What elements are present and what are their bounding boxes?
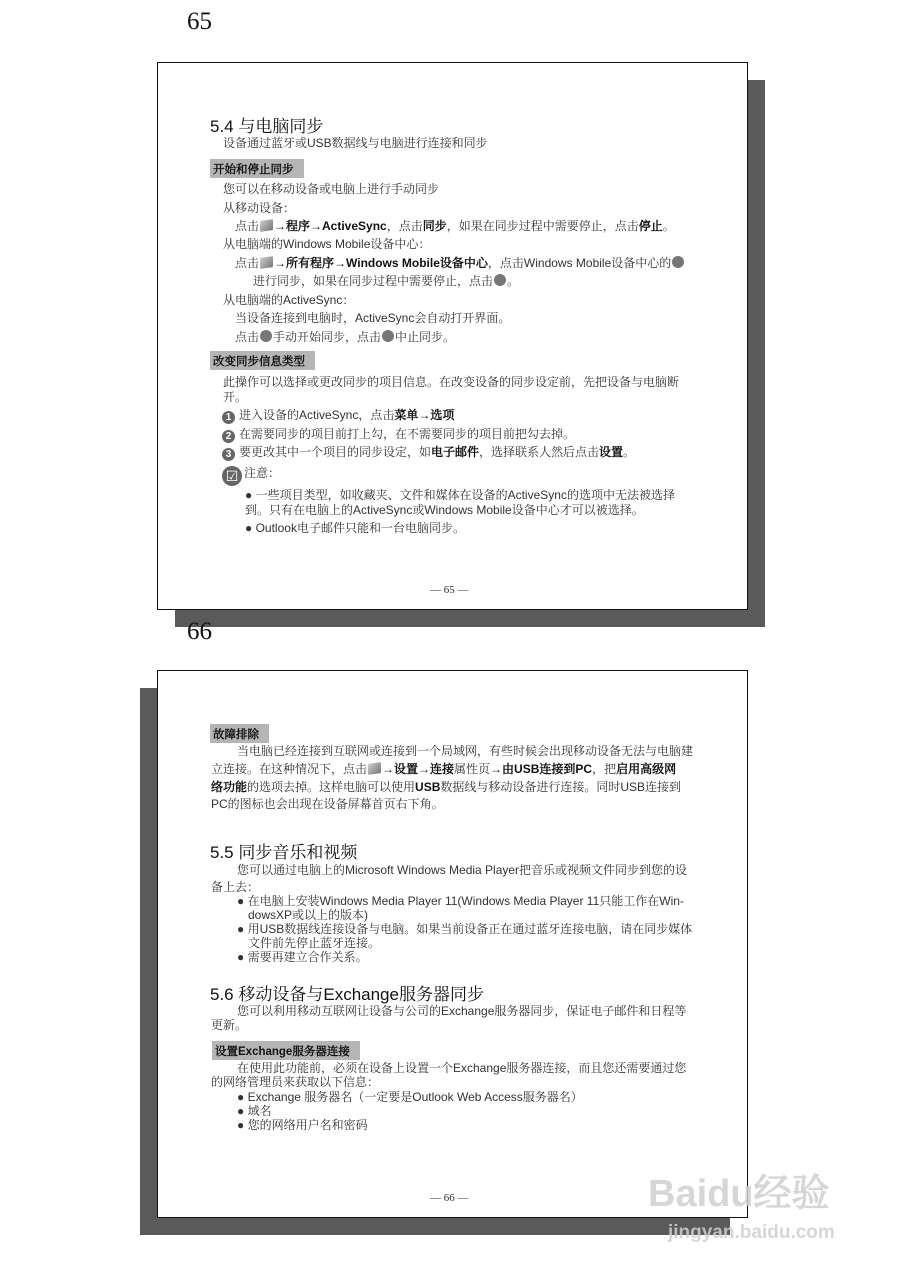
text-run: 进行同步，如果在同步过程中需要停止，点击 (253, 274, 494, 288)
note-label (222, 465, 280, 486)
bold-run: →所有程序→Windows Mobile设备中心 (274, 256, 488, 270)
text-line (223, 292, 354, 308)
text-run: dowsXP或以上的版本) (248, 908, 369, 922)
text-run: ● 需要再建立合作关系。 (237, 950, 368, 964)
note-check-icon: ☑ (222, 466, 242, 486)
text-run: 要更改其中一个项目的同步设定，如 (239, 445, 432, 459)
bullet-item (237, 1089, 583, 1105)
note-text: 注意： (244, 466, 281, 480)
text-run: 手动开始同步，点击 (273, 330, 382, 344)
text-line (237, 743, 693, 759)
note-bullet (245, 487, 675, 503)
bold-run: 络功能 (211, 780, 248, 794)
bullet-item (237, 949, 368, 965)
text-run: 。 (507, 274, 520, 288)
bold-run: 电子邮件 (431, 445, 480, 459)
text-run: 点击 (235, 219, 260, 233)
text-run: 您可以利用移动互联网让设备与公司的Exchange服务器同步，保证电子邮件和日程等 (237, 1004, 687, 1018)
text-line (235, 255, 685, 271)
bold-run: →由USB连接到PC (490, 762, 593, 776)
text-run: ● Outlook电子邮件只能和一台电脑同步。 (245, 521, 465, 535)
text-run: 您可以在移动设备或电脑上进行手动同步 (223, 182, 440, 196)
text-run: ，把 (592, 762, 617, 776)
text-run: 立连接。在这种情况下，点击 (211, 762, 368, 776)
text-run: 在需要同步的项目前打上勾，在不需要同步的项目前把勾去掉。 (239, 427, 576, 441)
text-run: 此操作可以选择或更改同步的项目信息。在改变设备的同步设定前，先把设备与电脑断 (223, 375, 680, 389)
text-run: 当电脑已经连接到互联网或连接到一个局域网，有些时候会出现移动设备无法与电脑建 (237, 744, 694, 758)
section-title: 5.5 同步音乐和视频 (210, 843, 358, 862)
text-run: 的选项去掉。这样电脑可以使用 (247, 780, 416, 794)
text-line (223, 200, 295, 216)
text-run: ● Exchange 服务器名（一定要是Outlook Web Access服务器名） (237, 1090, 583, 1104)
page-number-65: 65 (187, 8, 212, 35)
text-run: ● 您的网络用户名和密码 (237, 1118, 368, 1132)
text-run: ● 域名 (237, 1104, 272, 1118)
text-run: 从电脑端的Windows Mobile设备中心： (223, 237, 431, 251)
subsection-heading: 开始和停止同步 (210, 159, 304, 178)
bold-run: USB (415, 780, 441, 794)
text-run: 属性页 (454, 762, 491, 776)
text-run: 。 (623, 445, 636, 459)
text-run: 中止同步。 (395, 330, 456, 344)
subsection-heading: 改变同步信息类型 (210, 351, 315, 370)
bold-run: →程序→ActiveSync (274, 219, 387, 233)
text-run: 您可以通过电脑上的Microsoft Windows Media Player把音乐或视频文件同步到您的设 (237, 863, 688, 877)
text-line (211, 1074, 379, 1090)
text-run: ● 在电脑上安装Windows Media Player 11(Windows Media Player 11只能工作在Win- (237, 894, 684, 908)
text-line (223, 236, 430, 252)
text-run: ，如果在同步过程中需要停止，点击 (446, 219, 639, 233)
text-run: 从电脑端的ActiveSync： (223, 293, 355, 307)
note-bullet (245, 502, 644, 518)
sync-icon (260, 330, 272, 342)
page-number-66: 66 (187, 618, 212, 645)
text-run: 更新。 (211, 1018, 248, 1032)
text-run: 点击 (235, 330, 260, 344)
text-run: 在使用此功能前，必须在设备上设置一个Exchange服务器连接，而且您还需要通过您 (237, 1061, 687, 1075)
text-run: 从移动设备： (223, 201, 296, 215)
text-line (237, 1003, 686, 1019)
section-title: 5.6 移动设备与Exchange服务器同步 (210, 985, 484, 1004)
text-line (223, 181, 439, 197)
text-line (223, 374, 679, 390)
text-run: 到。只有在电脑上的ActiveSync或Windows Mobile设备中心才可以被选择。 (245, 503, 644, 517)
bold-run: 设置 (599, 445, 624, 459)
subsection-heading: 故障排除 (210, 724, 269, 743)
text-run: 的网络管理员来获取以下信息： (211, 1075, 380, 1089)
text-line (235, 218, 675, 234)
text-run: ，点击 (386, 219, 423, 233)
baidu-watermark-url: jingyan.baidu.com (668, 1222, 835, 1243)
text-line (211, 779, 681, 795)
text-line (253, 273, 519, 289)
sync-icon (672, 256, 684, 268)
page-footer: — 66 — (430, 1192, 469, 1204)
step-item (222, 407, 454, 424)
step-number-icon: 1 (222, 411, 235, 424)
text-run: 。 (662, 219, 675, 233)
start-menu-icon (368, 762, 381, 775)
text-run: 点击 (235, 256, 260, 270)
text-run: 当设备连接到电脑时，ActiveSync会自动打开界面。 (235, 311, 511, 325)
bold-run: 菜单→选项 (394, 408, 455, 422)
text-line (235, 329, 455, 345)
text-line (211, 796, 444, 812)
cancel-icon (382, 330, 394, 342)
text-line (211, 1017, 247, 1033)
text-run: 文件前先停止蓝牙连接。 (248, 936, 381, 950)
text-line (237, 862, 687, 878)
text-line (211, 761, 676, 777)
text-run: 进入设备的ActiveSync，点击 (239, 408, 395, 422)
step-item (222, 426, 575, 443)
text-run: ● 一些项目类型，如收藏夹、文件和媒体在设备的ActiveSync的选项中无法被选择 (245, 488, 675, 502)
text-run: 开。 (223, 390, 248, 404)
subsection-heading: 设置Exchange服务器连接 (212, 1041, 360, 1060)
section-subtitle: 设备通过蓝牙或USB数据线与电脑进行连接和同步 (223, 136, 488, 150)
start-menu-icon (260, 256, 273, 269)
stop-icon (494, 274, 506, 286)
text-run: ● 用USB数据线连接设备与电脑。如果当前设备正在通过蓝牙连接电脑，请在同步媒体 (237, 922, 693, 936)
page-footer: — 65 — (430, 584, 469, 596)
text-run: ，点击Windows Mobile设备中心的 (487, 256, 672, 270)
note-bullet (245, 520, 465, 536)
text-run: 备上去： (211, 880, 260, 894)
bold-run: 停止 (638, 219, 663, 233)
text-run: PC的图标也会出现在设备屏幕首页右下角。 (211, 797, 444, 811)
bold-run: →设置→连接 (382, 762, 455, 776)
text-run: 数据线与移动设备进行连接。同时USB连接到 (440, 780, 682, 794)
baidu-watermark-logo: Baidu经验 (648, 1173, 830, 1215)
step-number-icon: 2 (222, 430, 235, 443)
bullet-item (237, 1117, 368, 1133)
step-number-icon: 3 (222, 448, 235, 461)
bold-run: 同步 (422, 219, 447, 233)
bold-run: 启用高级网 (616, 762, 677, 776)
section-title: 5.4 与电脑同步 (210, 117, 324, 136)
text-run: ，选择联系人然后点击 (479, 445, 600, 459)
text-line (235, 310, 510, 326)
step-item (222, 444, 635, 461)
text-line (223, 389, 247, 405)
start-menu-icon (260, 219, 273, 232)
